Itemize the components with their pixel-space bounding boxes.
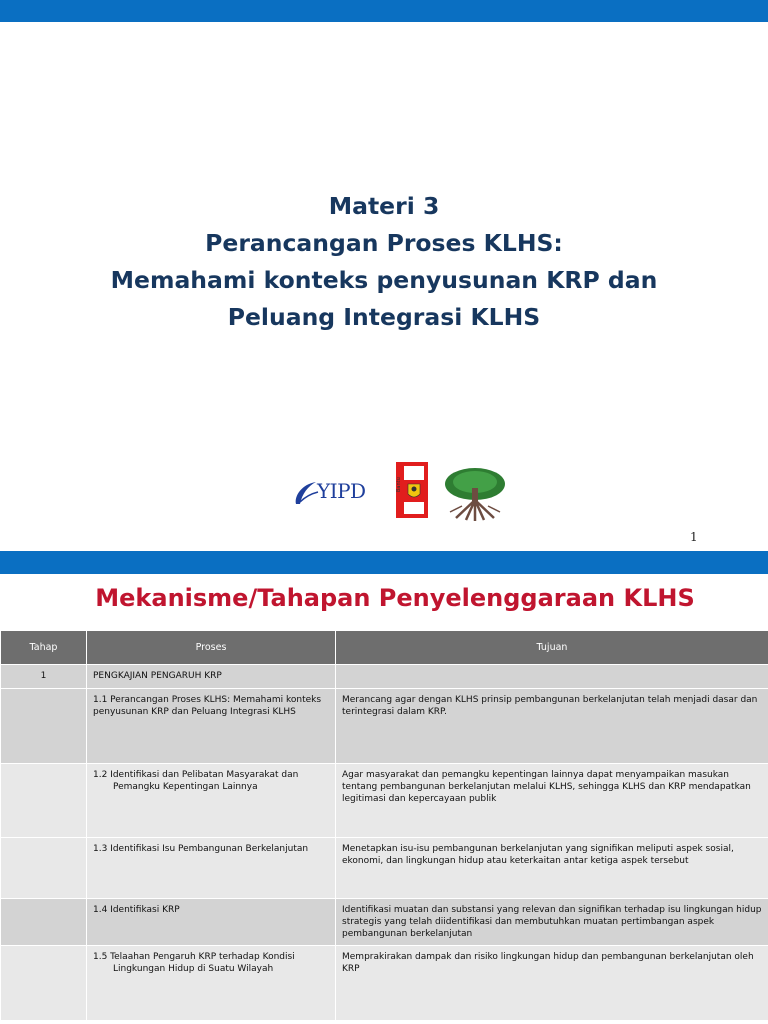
cell-tujuan [336, 665, 768, 689]
cell-tahap [1, 899, 87, 946]
title-line-1: Materi 3 [328, 192, 440, 220]
cell-tujuan: Memprakirakan dampak dan risiko lingkungan hidup dan pembangunan berkelanjutan oleh KRP [336, 946, 768, 1021]
proses-line-2: Pemangku Kepentingan Lainnya [113, 782, 258, 792]
slide-1-title [0, 188, 768, 336]
table-row [1, 946, 768, 1021]
tree-logo-icon [442, 466, 508, 522]
cell-proses: 1.4 Identifikasi KRP [87, 899, 336, 946]
cell-tahap [1, 838, 87, 899]
cell-tahap [1, 764, 87, 838]
header-tahap: Tahap [1, 631, 87, 665]
shield-logo-icon [394, 462, 430, 518]
cell-tujuan: Identifikasi muatan dan substansi yang relevan dan signifikan terhadap isu lingkungan hidup strategis yang telah diidentifikasi dan membutuhkan muatan pertimbangan aspek pembangunan berkelanjutan [336, 899, 768, 946]
yipd-logo [292, 476, 380, 506]
cell-tujuan: Merancang agar dengan KLHS prinsip pembangunan berkelanjutan telah menjadi dasar dan terintegrasi dalam KRP. [336, 689, 768, 764]
cell-tujuan: Menetapkan isu-isu pembangunan berkelanjutan yang signifikan meliputi aspek sosial, ekonomi, dan lingkungan hidup atau keterkaitan antar ketiga aspek tersebut [336, 838, 768, 899]
table-row [1, 838, 768, 899]
cell-proses: PENGKAJIAN PENGARUH KRP [87, 665, 336, 689]
title-line-3: Memahami konteks penyusunan KRP dan [110, 266, 658, 294]
partner-logos [292, 462, 512, 522]
proses-line-1: 1.2 Identifikasi dan Pelibatan Masyarakat dan [93, 770, 299, 780]
cell-tujuan: Agar masyarakat dan pemangku kepentingan lainnya dapat menyampaikan masukan tentang pembangunan berkelanjutan melalui KLHS, sehingga KLHS dan KRP mendapatkan legitimasi dan kepercayaan publik [336, 764, 768, 838]
yipd-logo-text: YIPD [317, 479, 366, 503]
klhs-stages-table [0, 630, 768, 1021]
table-row [1, 665, 768, 689]
cell-proses [87, 764, 336, 838]
slide-2-title: Mekanisme/Tahapan Penyelenggaraan KLHS [95, 584, 695, 612]
page-number: 1 [690, 530, 698, 544]
table-row [1, 689, 768, 764]
cell-proses: 1.1 Perancangan Proses KLHS: Memahami konteks penyusunan KRP dan Peluang Integrasi KLHS [87, 689, 336, 764]
cell-proses [87, 946, 336, 1021]
shield-logo-text: Bantu [396, 477, 402, 492]
cell-tahap [1, 689, 87, 764]
header-proses: Proses [87, 631, 336, 665]
table-header-row [1, 631, 768, 665]
header-tujuan: Tujuan [336, 631, 768, 665]
cell-proses: 1.3 Identifikasi Isu Pembangunan Berkelanjutan [87, 838, 336, 899]
table-row [1, 764, 768, 838]
top-accent-bar [0, 0, 768, 22]
cell-tahap: 1 [1, 665, 87, 689]
cell-tahap [1, 946, 87, 1021]
table-row [1, 899, 768, 946]
proses-line-1: 1.5 Telaahan Pengaruh KRP terhadap Kondisi [93, 952, 295, 962]
title-line-2: Perancangan Proses KLHS: [205, 229, 563, 257]
bottom-accent-bar [0, 551, 768, 574]
proses-line-2: Lingkungan Hidup di Suatu Wilayah [113, 964, 274, 974]
title-line-4: Peluang Integrasi KLHS [227, 303, 541, 331]
